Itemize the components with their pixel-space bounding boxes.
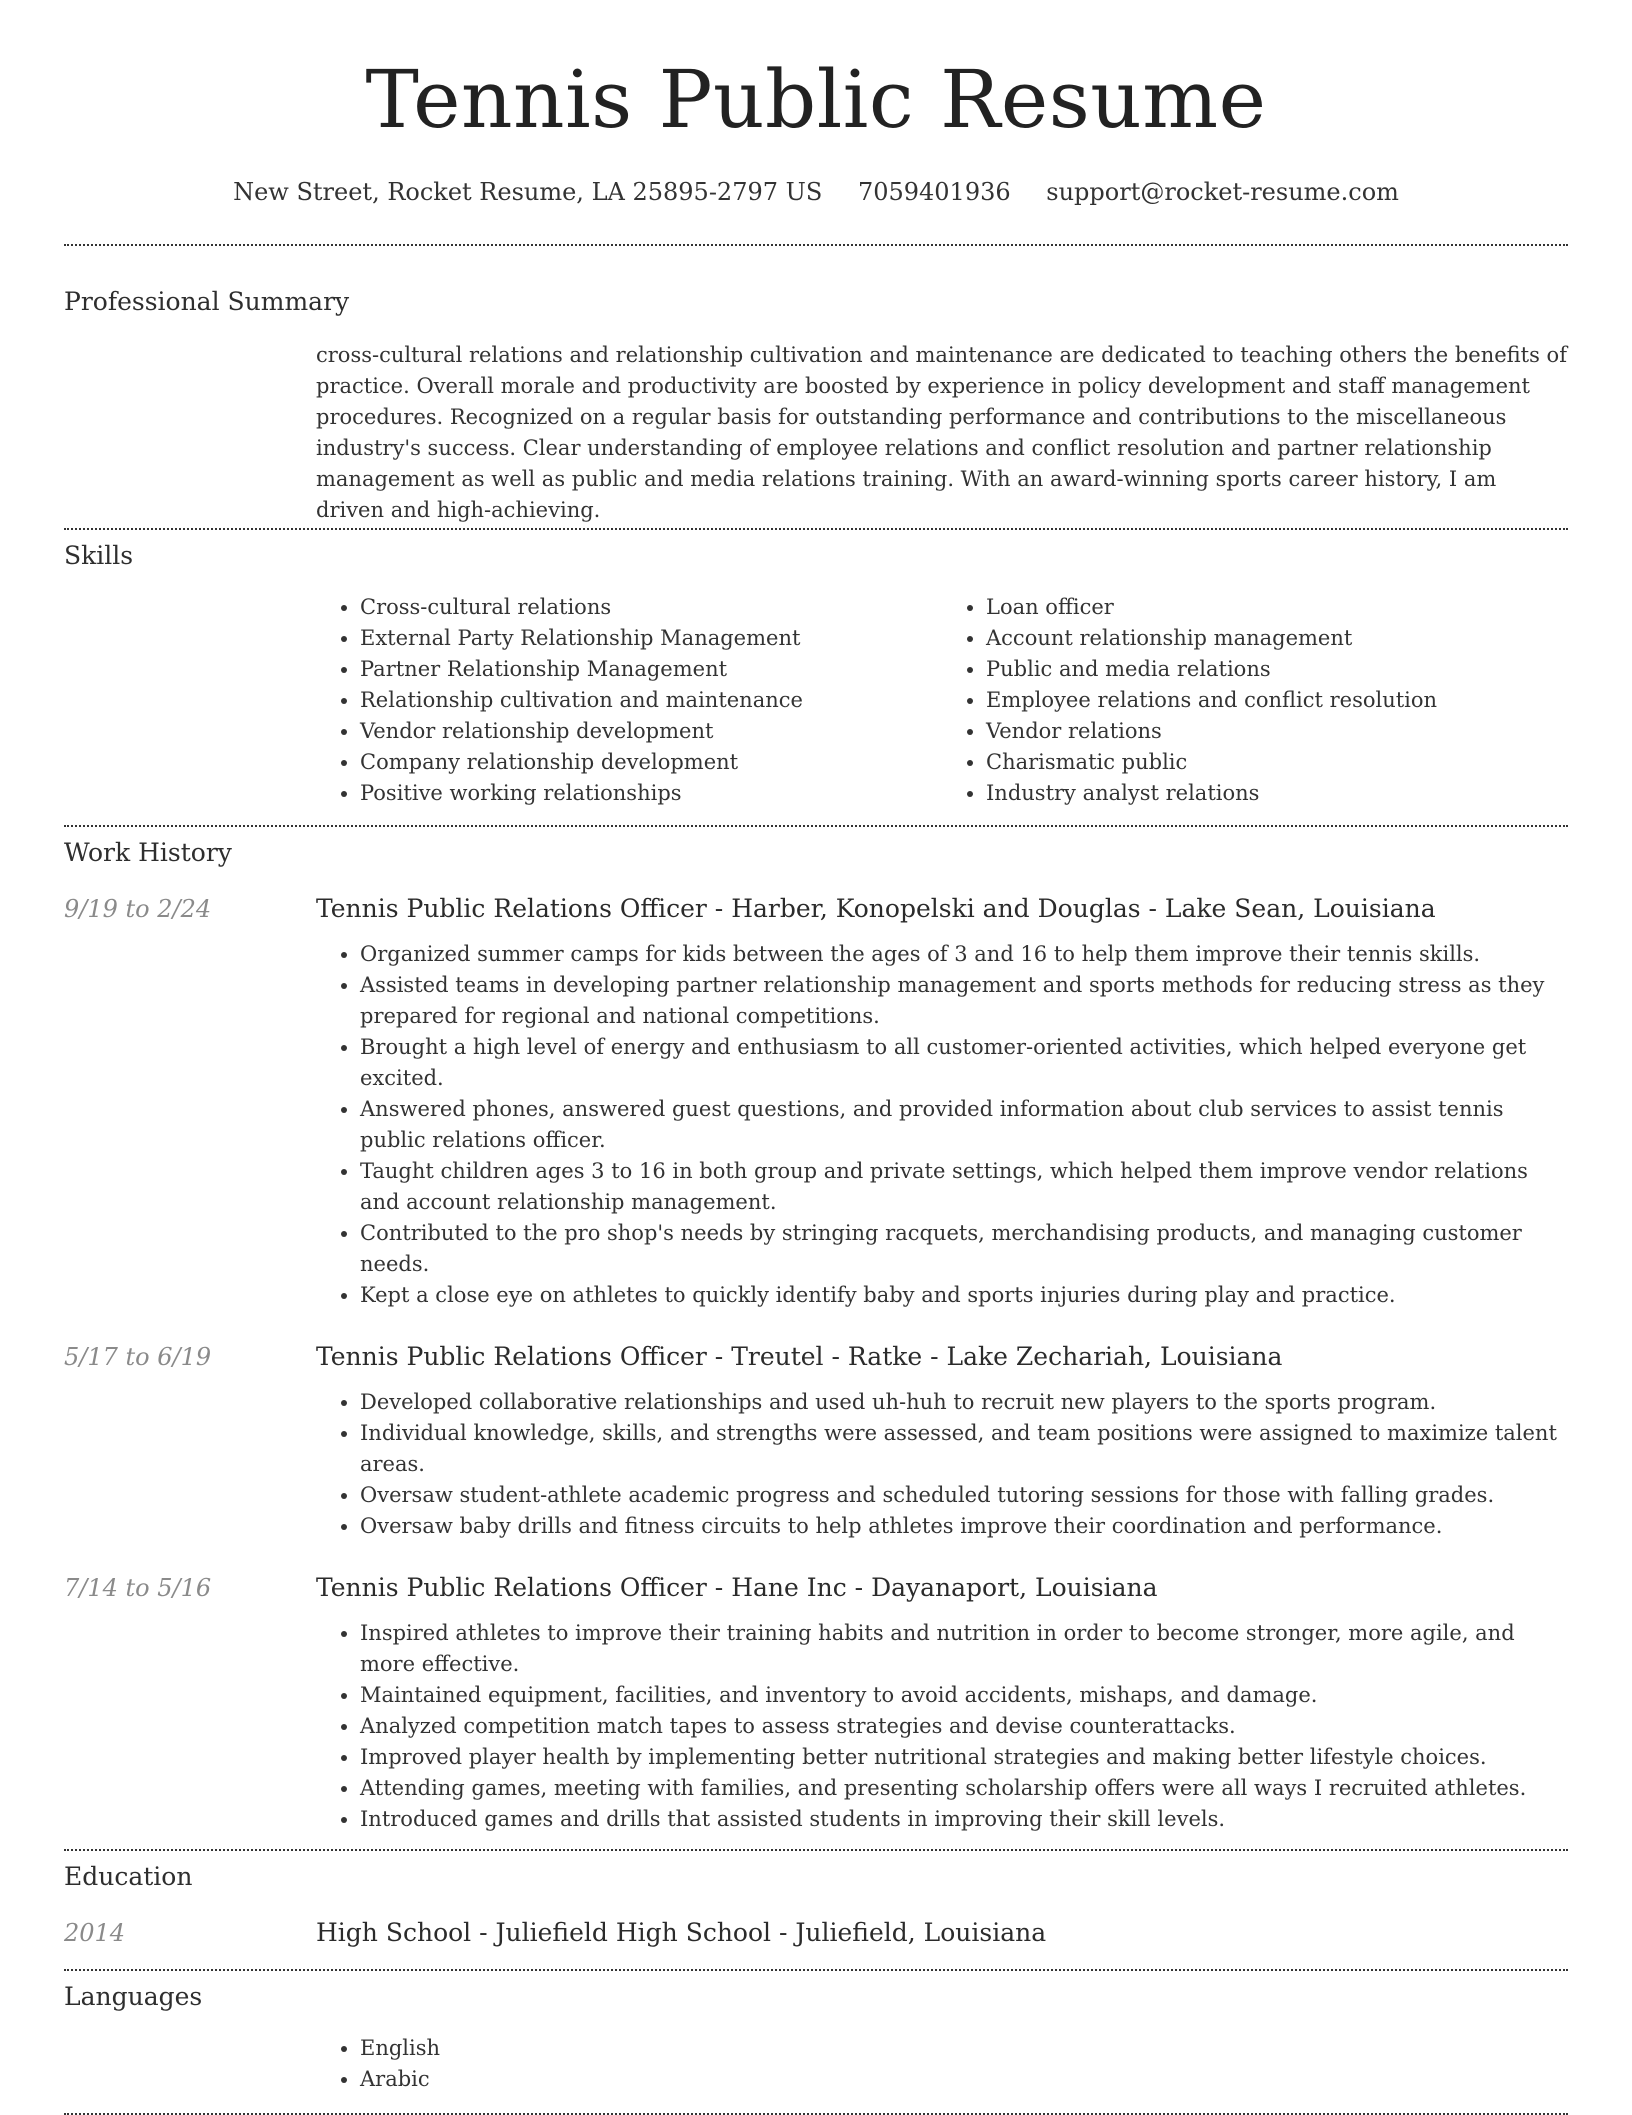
contact-phone: 7059401936 xyxy=(857,178,1011,206)
skill-item: • Company relationship development xyxy=(360,747,942,778)
job-bullet: • Organized summer camps for kids between the ages of 3 and 16 to help them improve their tennis skills. xyxy=(360,939,1568,970)
work-divider xyxy=(64,1849,1568,1851)
job-header xyxy=(64,1341,1568,1373)
job-bullet: • Individual knowledge, skills, and strengths were assessed, and team positions were assigned to maximize talent areas. xyxy=(360,1418,1568,1480)
skill-item: • Positive working relationships xyxy=(360,778,942,809)
job-bullet: • Answered phones, answered guest questions, and provided information about club services to assist tennis public relations officer. xyxy=(360,1094,1568,1156)
skill-item: • Account relationship management xyxy=(986,623,1568,654)
job-bullet: • Analyzed competition match tapes to assess strategies and devise counterattacks. xyxy=(360,1711,1568,1742)
job-entry xyxy=(64,893,1568,1311)
skills-title: Skills xyxy=(64,541,134,570)
skill-item: • Vendor relations xyxy=(986,716,1568,747)
job-bullets xyxy=(316,939,1568,1311)
job-dates: 5/17 to 6/19 xyxy=(64,1343,212,1371)
skill-item: • Partner Relationship Management xyxy=(360,654,942,685)
job-bullet: • Assisted teams in developing partner relationship management and sports methods for reducing stress as they prepared for regional and national competitions. xyxy=(360,970,1568,1032)
skills-list-right xyxy=(942,592,1568,809)
summary-section xyxy=(64,286,1568,526)
education-year: 2014 xyxy=(64,1919,126,1947)
skill-item: • External Party Relationship Management xyxy=(360,623,942,654)
job-entry xyxy=(64,1572,1568,1835)
job-entry xyxy=(64,1341,1568,1542)
language-item: • English xyxy=(360,2033,1568,2064)
education-title: Education xyxy=(64,1862,193,1891)
languages-title: Languages xyxy=(64,1982,203,2011)
job-bullet: • Kept a close eye on athletes to quickly identify baby and sports injuries during play and practice. xyxy=(360,1280,1568,1311)
job-header xyxy=(64,893,1568,925)
job-title: Tennis Public Relations Officer - Treutel - Ratke - Lake Zechariah, Louisiana xyxy=(316,1342,1283,1371)
job-details xyxy=(316,1618,1568,1835)
education-entry xyxy=(64,1917,1568,1949)
job-details xyxy=(316,1387,1568,1542)
job-title: Tennis Public Relations Officer - Harber, Konopelski and Douglas - Lake Sean, Louisiana xyxy=(316,894,1436,923)
job-bullet: • Oversaw baby drills and fitness circuits to help athletes improve their coordination and performance. xyxy=(360,1511,1568,1542)
job-bullet: • Attending games, meeting with families, and presenting scholarship offers were all ways I recruited athletes. xyxy=(360,1773,1568,1804)
languages-list xyxy=(316,2033,1568,2095)
languages-content xyxy=(316,2033,1568,2095)
summary-text: cross-cultural relations and relationship cultivation and maintenance are dedicated to teaching others the benefits of practice. Overall morale and productivity are boosted by experience in policy development and staff management procedures. Recognized on a regular basis for outstanding performance and contributions to the miscellaneous industry's success. Clear understanding of employee relations and conflict resolution and partner relationship management as well as public and media relations training. With an award-winning sports career history, I am driven and high-achieving. xyxy=(316,343,1567,522)
skill-item: • Employee relations and conflict resolution xyxy=(986,685,1568,716)
job-bullet: • Brought a high level of energy and enthusiasm to all customer-oriented activities, which helped everyone get excited. xyxy=(360,1032,1568,1094)
summary-title: Professional Summary xyxy=(64,287,350,316)
job-bullet: • Improved player health by implementing better nutritional strategies and making better lifestyle choices. xyxy=(360,1742,1568,1773)
job-title: Tennis Public Relations Officer - Hane Inc - Dayanaport, Louisiana xyxy=(316,1573,1158,1602)
job-bullet: • Inspired athletes to improve their training habits and nutrition in order to become stronger, more agile, and more effective. xyxy=(360,1618,1568,1680)
skills-list-left xyxy=(316,592,942,809)
job-bullet: • Developed collaborative relationships and used uh-huh to recruit new players to the sports program. xyxy=(360,1387,1568,1418)
skills-section xyxy=(64,540,1568,809)
job-bullets xyxy=(316,1618,1568,1835)
job-bullet: • Oversaw student-athlete academic progress and scheduled tutoring sessions for those with falling grades. xyxy=(360,1480,1568,1511)
header-divider xyxy=(64,244,1568,246)
contact-line xyxy=(64,176,1568,208)
skills-divider xyxy=(64,825,1568,827)
skill-item: • Relationship cultivation and maintenance xyxy=(360,685,942,716)
education-section xyxy=(64,1861,1568,1949)
job-bullet: • Introduced games and drills that assisted students in improving their skill levels. xyxy=(360,1804,1568,1835)
job-bullet: • Maintained equipment, facilities, and inventory to avoid accidents, mishaps, and damage. xyxy=(360,1680,1568,1711)
work-section xyxy=(64,837,1568,1835)
job-dates: 9/19 to 2/24 xyxy=(64,895,212,923)
job-bullet: • Taught children ages 3 to 16 in both group and private settings, which helped them improve vendor relations and account relationship management. xyxy=(360,1156,1568,1218)
job-details xyxy=(316,939,1568,1311)
skill-item: • Loan officer xyxy=(986,592,1568,623)
education-detail: High School - Juliefield High School - Juliefield, Louisiana xyxy=(316,1918,1047,1947)
education-divider xyxy=(64,1969,1568,1971)
work-title: Work History xyxy=(64,838,232,867)
languages-section xyxy=(64,1981,1568,2095)
skill-item: • Charismatic public xyxy=(986,747,1568,778)
job-dates: 7/14 to 5/16 xyxy=(64,1574,212,1602)
skill-item: • Industry analyst relations xyxy=(986,778,1568,809)
skill-item: • Cross-cultural relations xyxy=(360,592,942,623)
contact-address: New Street, Rocket Resume, LA 25895-2797 US xyxy=(233,178,823,206)
resume-name: Tennis Public Resume xyxy=(365,53,1267,146)
skill-item: • Vendor relationship development xyxy=(360,716,942,747)
summary-divider xyxy=(64,528,1568,530)
skill-item: • Public and media relations xyxy=(986,654,1568,685)
contact-email: support@rocket-resume.com xyxy=(1046,178,1399,206)
skills-grid xyxy=(316,592,1568,809)
job-bullet: • Contributed to the pro shop's needs by stringing racquets, merchandising products, and managing customer needs. xyxy=(360,1218,1568,1280)
job-header xyxy=(64,1572,1568,1604)
summary-content xyxy=(316,340,1568,526)
language-item: • Arabic xyxy=(360,2064,1568,2095)
job-bullets xyxy=(316,1387,1568,1542)
